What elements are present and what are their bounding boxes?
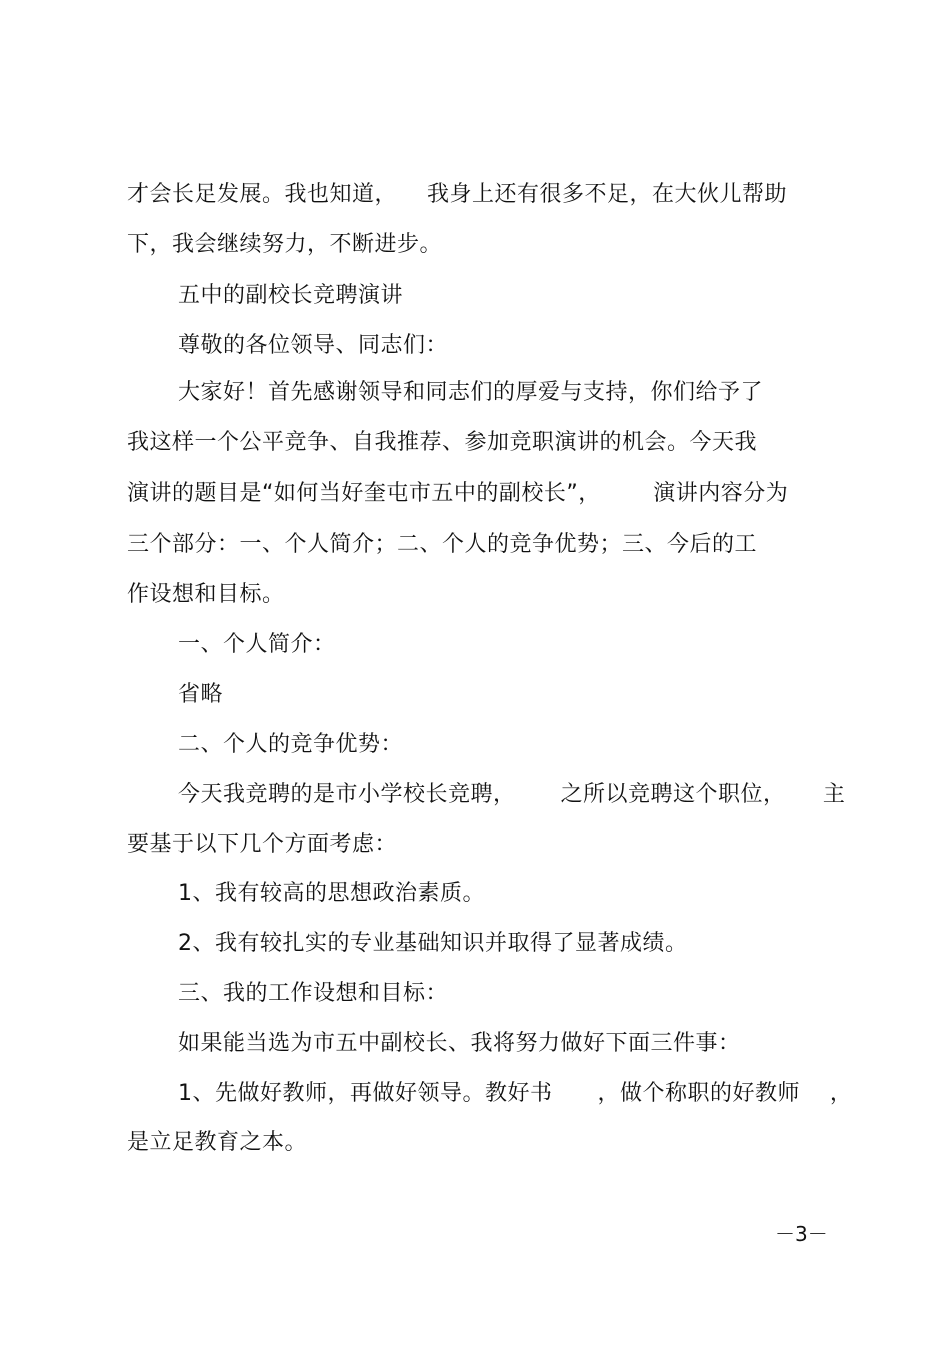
page-number: －3－ bbox=[775, 1222, 828, 1246]
text-line: 下，我会继续努力，不断进步。 bbox=[127, 232, 443, 257]
text-line: 三个部分：一、个人简介；二、个人的竞争优势；三、今后的工 bbox=[127, 532, 758, 557]
speech-title: 五中的副校长竞聘演讲 bbox=[178, 283, 404, 308]
list-item: 1、先做好教师，再做好领导。教好书 ，做个称职的好教师 ， bbox=[178, 1081, 853, 1106]
text-line: 要基于以下几个方面考虑： bbox=[127, 832, 398, 857]
text-line: 省略 bbox=[178, 682, 224, 707]
salutation: 尊敬的各位领导、同志们： bbox=[178, 333, 449, 358]
section-heading: 三、我的工作设想和目标： bbox=[178, 981, 449, 1006]
text-line: 大家好！首先感谢领导和同志们的厚爱与支持，你们给予了 bbox=[178, 380, 764, 405]
section-heading: 二、个人的竞争优势： bbox=[178, 732, 404, 757]
text-line: 是立足教育之本。 bbox=[127, 1130, 308, 1155]
text-line: 如果能当选为市五中副校长、我将努力做好下面三件事： bbox=[178, 1031, 741, 1056]
list-item: 2、我有较扎实的专业基础知识并取得了显著成绩。 bbox=[178, 931, 688, 956]
text-line: 作设想和目标。 bbox=[127, 582, 285, 607]
list-item: 1、我有较高的思想政治素质。 bbox=[178, 881, 485, 906]
text-line: 今天我竞聘的是市小学校长竞聘， 之所以竞聘这个职位， 主 bbox=[178, 782, 846, 807]
text-line: 演讲的题目是“如何当好奎屯市五中的副校长”， 演讲内容分为 bbox=[127, 481, 789, 506]
text-line: 才会长足发展。我也知道， 我身上还有很多不足，在大伙儿帮助 bbox=[127, 182, 787, 207]
section-heading: 一、个人简介： bbox=[178, 632, 336, 657]
text-line: 我这样一个公平竞争、自我推荐、参加竞职演讲的机会。今天我 bbox=[127, 430, 758, 455]
